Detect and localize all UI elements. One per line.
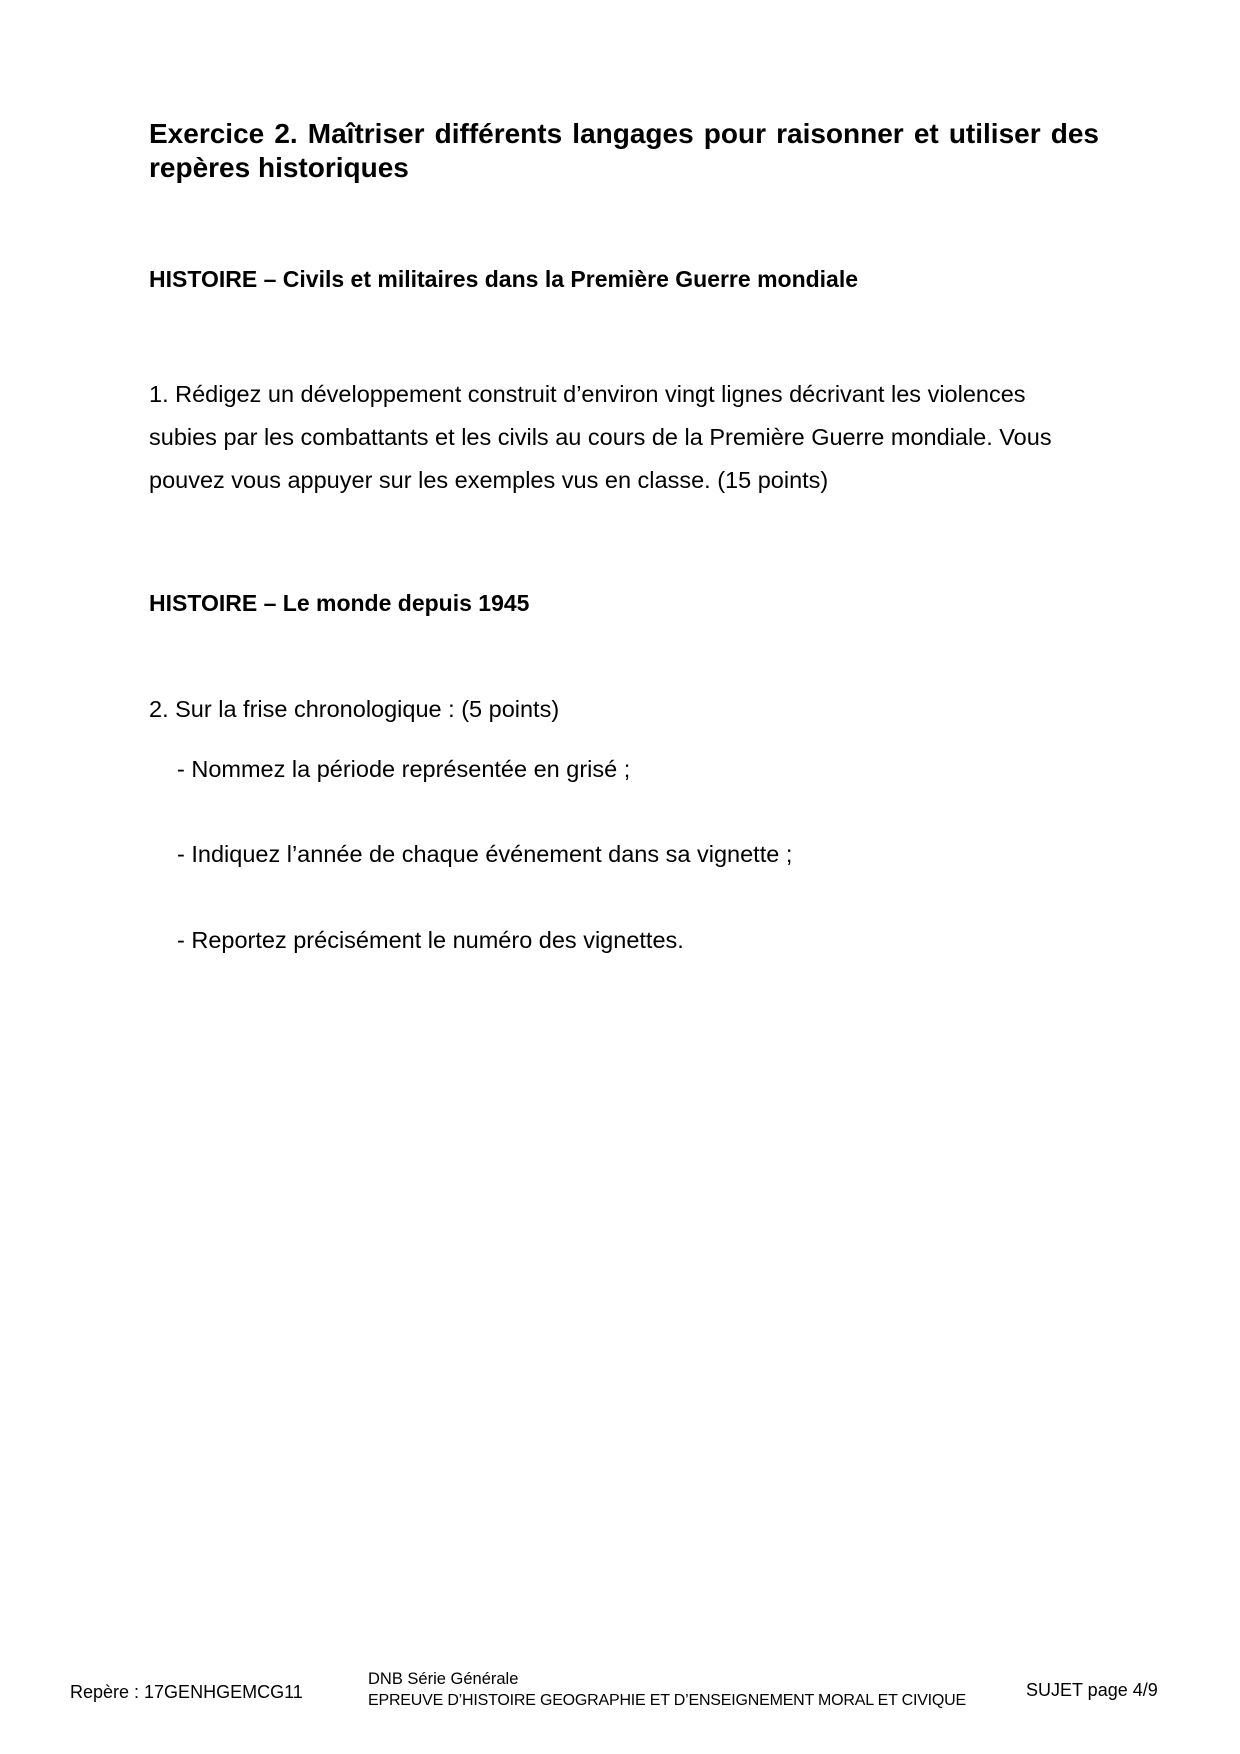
section-heading-first-world-war: HISTOIRE – Civils et militaires dans la Première Guerre mondiale [149, 266, 859, 292]
question-1-text: 1. Rédigez un développement construit d’environ vingt lignes décrivant les violences subies par les combattants et les civils au cours de la Première Guerre mondiale. Vous pouvez vous appuyer sur les exemples vus en classe. (15 points) [149, 381, 1052, 493]
footer-reference: Repère : 17GENHGEMCG11 [70, 1682, 303, 1702]
instruction-item: - Indiquez l’année de chaque événement dans sa vignette ; [177, 841, 793, 867]
footer-exam-title [368, 1668, 966, 1712]
exercise-title: Exercice 2. Maîtriser différents langages pour raisonner et utiliser des repères historiques [149, 118, 1099, 183]
footer-exam-line2: EPREUVE D’HISTOIRE GEOGRAPHIE ET D’ENSEIGNEMENT MORAL ET CIVIQUE [368, 1692, 966, 1709]
footer-exam-line1: DNB Série Générale [368, 1670, 519, 1688]
section-heading-world-since-1945: HISTOIRE – Le monde depuis 1945 [149, 590, 530, 616]
question-2-text: 2. Sur la frise chronologique : (5 points) [149, 696, 560, 722]
footer-page-number: SUJET page 4/9 [1026, 1680, 1158, 1700]
instruction-item: - Nommez la période représentée en grisé ; [177, 756, 631, 782]
instruction-item: - Reportez précisément le numéro des vignettes. [177, 927, 684, 953]
